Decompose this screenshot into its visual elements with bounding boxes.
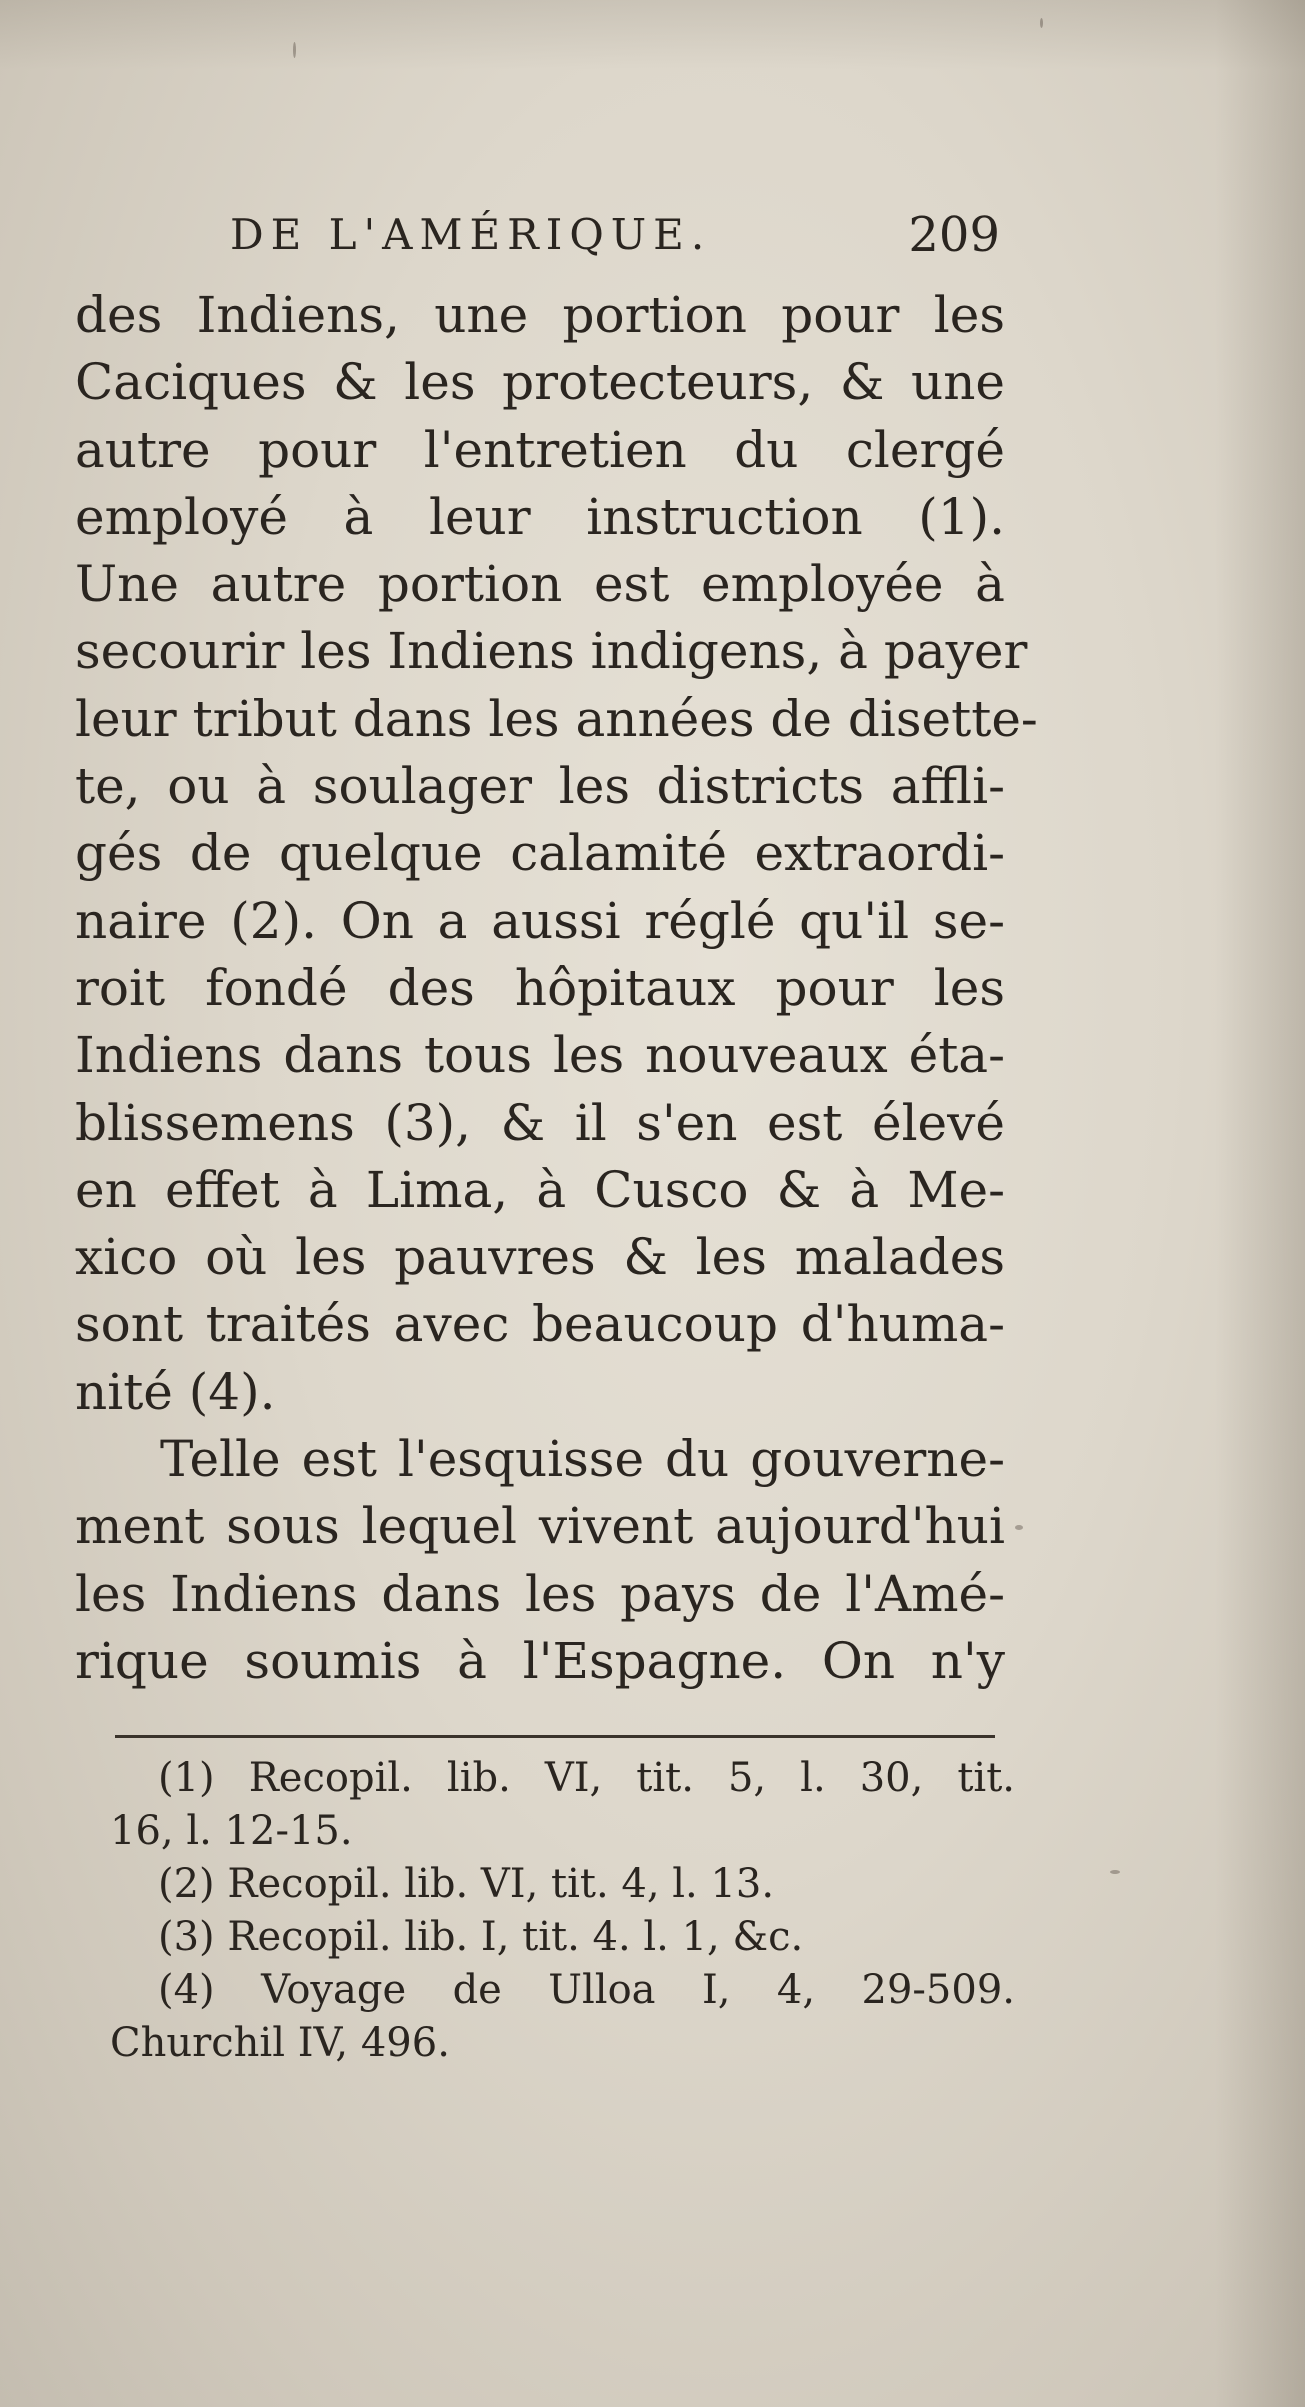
text-line: Indiens dans tous les nouveaux éta- (75, 1026, 1005, 1085)
text-line: autre pour l'entretien du clergé (75, 420, 1005, 479)
paper-speck (1110, 1870, 1120, 1874)
footnote-line: Churchil IV, 496. (110, 2020, 450, 2066)
page-number: 209 (908, 207, 1000, 263)
text-line: sont traités avec beaucoup d'huma- (75, 1295, 1005, 1354)
footnotes (110, 1752, 1015, 2070)
text-line: Une autre portion est employée à (75, 555, 1005, 614)
page-top-shadow (0, 0, 1305, 70)
text-line: secourir les Indiens indigens, à payer (75, 622, 1028, 681)
text-line: Caciques & les protecteurs, & une (75, 353, 1005, 412)
text-line: xico où les pauvres & les malades (75, 1228, 1005, 1287)
body-text (75, 282, 1038, 1695)
text-line: les Indiens dans les pays de l'Amé- (75, 1564, 1005, 1623)
text-line: te, ou à soulager les districts affli- (75, 757, 1005, 816)
paper-speck (1015, 1525, 1023, 1530)
text-line: employé à leur instruction (1). (75, 487, 1005, 546)
footnote-line: (1) Recopil. lib. VI, tit. 5, l. 30, tit. (158, 1755, 1015, 1801)
text-line: nité (4). (75, 1362, 276, 1421)
text-line: naire (2). On a aussi réglé qu'il se- (75, 891, 1005, 950)
footnote-line: (2) Recopil. lib. VI, tit. 4, l. 13. (158, 1861, 775, 1907)
footnote-line: (3) Recopil. lib. I, tit. 4. l. 1, &c. (158, 1914, 804, 1960)
paper-speck (1040, 18, 1043, 28)
paragraph-start-line: Telle est l'esquisse du gouverne- (160, 1430, 1005, 1489)
footnote-line: 16, l. 12-15. (110, 1808, 353, 1854)
text-line: ment sous lequel vivent aujourd'hui (75, 1497, 1005, 1556)
text-line: des Indiens, une portion pour les (75, 286, 1005, 344)
footnote-divider (115, 1735, 995, 1738)
text-line: roit fondé des hôpitaux pour les (75, 958, 1005, 1017)
text-line: leur tribut dans les années de disette- (75, 689, 1038, 748)
page-edge-shadow (1215, 0, 1305, 2407)
footnote-line: (4) Voyage de Ulloa I, 4, 29-509. (158, 1967, 1015, 2013)
running-head: DE L'AMÉRIQUE. (230, 210, 712, 259)
text-line: rique soumis à l'Espagne. On n'y (75, 1631, 1005, 1690)
text-line: blissemens (3), & il s'en est élevé (75, 1093, 1005, 1152)
page-header (230, 200, 1000, 270)
paper-speck (293, 42, 296, 58)
text-line: gés de quelque calamité extraordi- (75, 824, 1005, 883)
text-line: en effet à Lima, à Cusco & à Me- (75, 1160, 1005, 1219)
